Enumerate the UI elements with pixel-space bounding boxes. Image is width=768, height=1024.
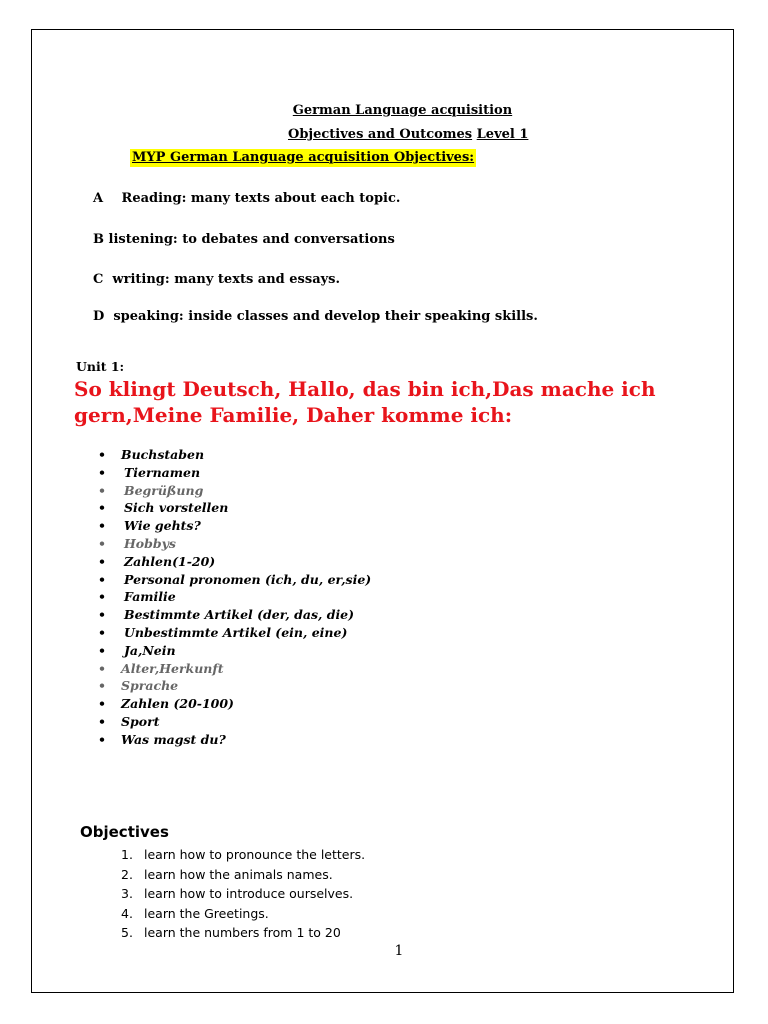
list-item: • Was magst du?: [98, 731, 371, 749]
list-item: • Unbestimmte Artikel (ein, eine): [98, 624, 371, 642]
list-item: [121, 845, 365, 865]
list-item: • Sport: [98, 713, 371, 731]
objective-text: Reading: many texts about each topic.: [121, 191, 401, 206]
list-item: [121, 865, 365, 885]
list-item: • Wie gehts?: [98, 517, 371, 535]
document-title: German Language acquisition: [292, 103, 513, 118]
list-item: • Sprache: [98, 677, 371, 695]
list-item: [121, 884, 365, 904]
item-number: 2.: [121, 866, 133, 882]
item-text: learn how to introduce ourselves.: [144, 886, 354, 901]
list-item: • Bestimmte Artikel (der, das, die): [98, 606, 371, 624]
list-item: • Tiernamen: [98, 464, 371, 482]
item-text: learn how to pronounce the letters.: [144, 847, 366, 862]
objective-letter: D: [93, 309, 105, 324]
myp-objective-d: [93, 309, 538, 324]
item-text: learn how the animals names.: [144, 866, 333, 882]
subtitle-level: Level 1: [476, 127, 529, 142]
unit-title: So klingt Deutsch, Hallo, das bin ich,Das mache ich gern,Meine Familie, Daher komme ich:: [74, 377, 656, 427]
item-number: 4.: [121, 905, 133, 921]
unit-label: Unit 1:: [76, 359, 125, 374]
myp-objective-b: [93, 232, 395, 247]
item-number: 1.: [121, 847, 133, 862]
objective-letter: C: [93, 272, 104, 287]
objective-text: listening: to debates and conversations: [108, 232, 395, 247]
list-item: • Sich vorstellen: [98, 499, 371, 517]
objective-letter: A: [93, 191, 104, 206]
topic-list: [98, 446, 371, 749]
list-item: [121, 904, 365, 924]
subtitle-objectives: Objectives and Outcomes: [288, 127, 473, 142]
myp-objective-c: [93, 272, 340, 287]
list-item: • Buchstaben: [98, 446, 371, 464]
objective-text: writing: many texts and essays.: [112, 272, 341, 287]
item-number: 3.: [121, 886, 133, 901]
objective-text: speaking: inside classes and develop their speaking skills.: [113, 309, 538, 324]
list-item: • Begrüßung: [98, 482, 371, 500]
myp-objective-a: [93, 191, 400, 206]
item-text: learn the Greetings.: [144, 905, 269, 921]
list-item: [121, 923, 365, 943]
objective-letter: B: [93, 232, 104, 247]
document-subtitle: [288, 127, 528, 142]
list-item: • Zahlen(1-20): [98, 553, 371, 571]
list-item: • Ja,Nein: [98, 642, 371, 660]
objectives-heading: Objectives: [80, 823, 169, 841]
myp-heading: MYP German Language acquisition Objectives:: [132, 150, 475, 165]
list-item: • Alter,Herkunft: [98, 660, 371, 678]
list-item: • Hobbys: [98, 535, 371, 553]
item-text: learn the numbers from 1 to 20: [144, 925, 341, 940]
list-item: • Personal pronomen (ich, du, er,sie): [98, 571, 371, 589]
item-number: 5.: [121, 925, 133, 940]
objectives-list: [121, 845, 365, 943]
list-item: • Familie: [98, 588, 371, 606]
page-number: 1: [394, 943, 404, 959]
list-item: • Zahlen (20-100): [98, 695, 371, 713]
